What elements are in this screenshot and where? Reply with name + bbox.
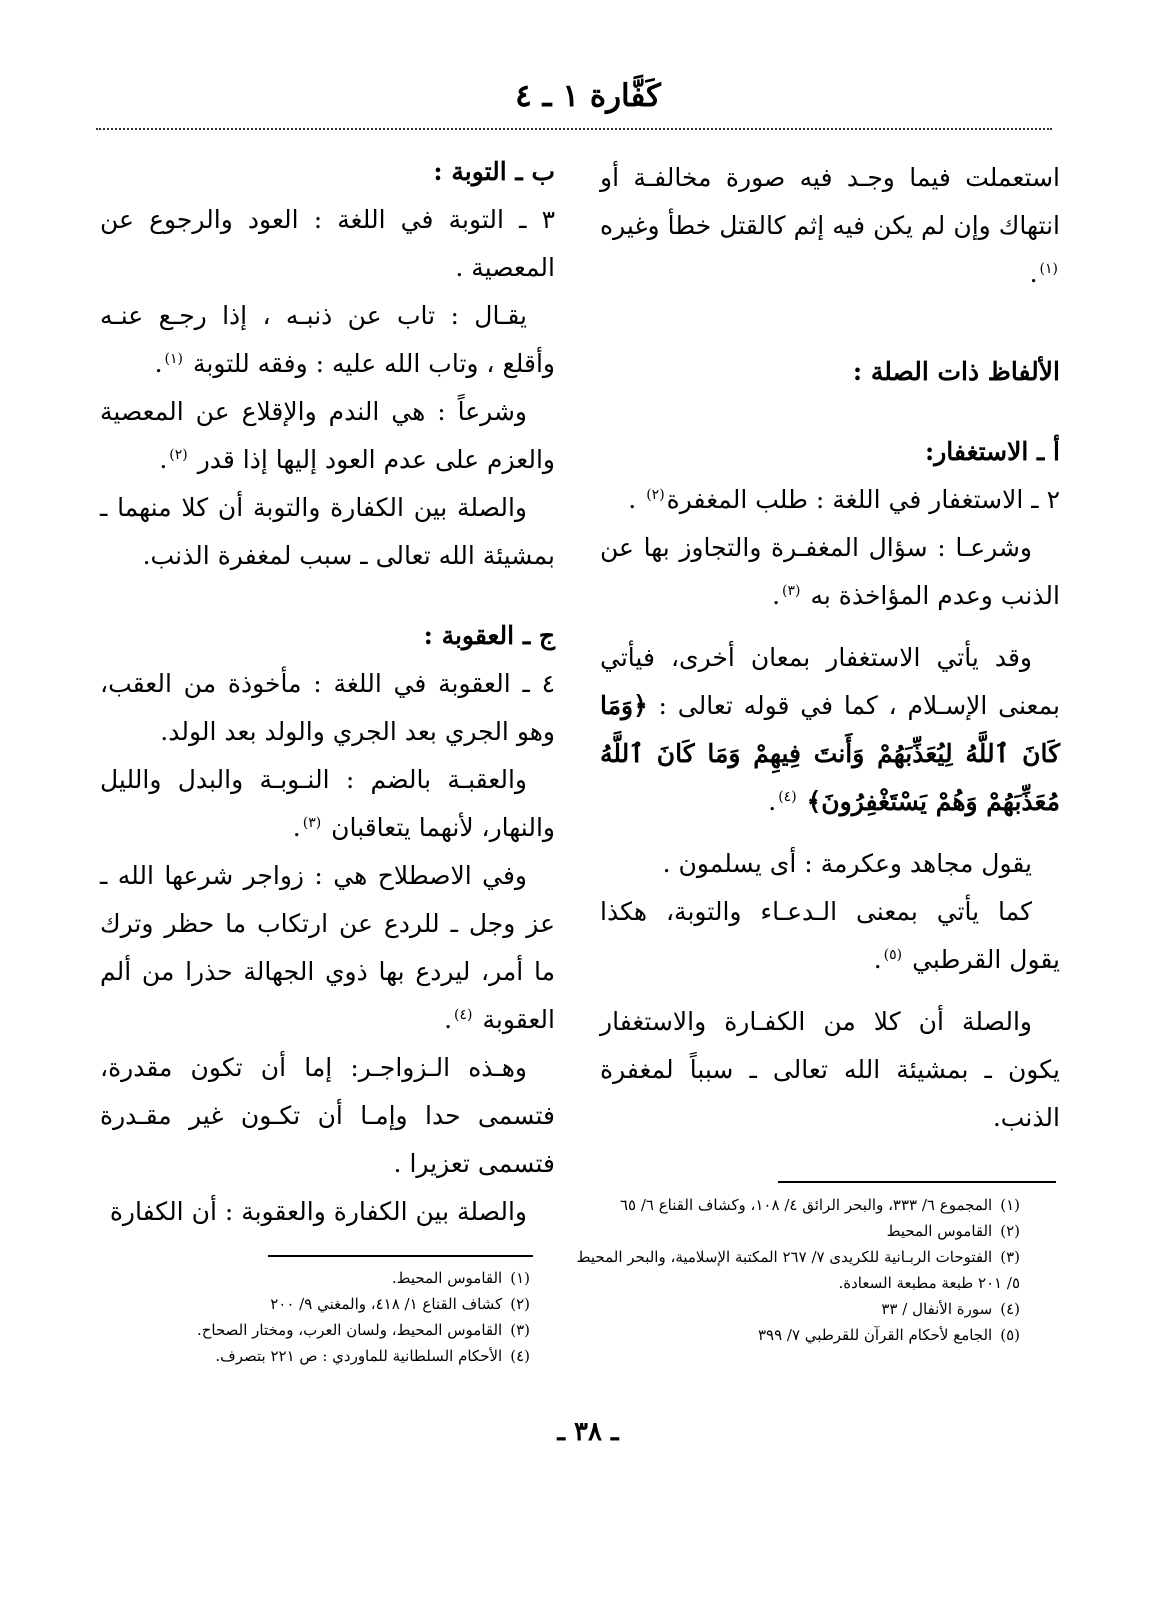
quran-verse: ﴿وَمَا كَانَ ٱللَّهُ لِيُعَذِّبَهُمْ وَأَنتَ فِيهِمْ وَمَا كَانَ ٱللَّهُ مُعَذِّبَهُمْ وَهُمْ يَسْتَغْفِرُونَ﴾: [600, 691, 1060, 816]
paragraph: وفي الاصطلاح هي : زواجر شرعها الله ـ عز وجل ـ للردع عن ارتكاب ما حظر وترك ما أمر، ليردع بها ذوي الجهالة حذرا من ألم العقوبة $^{(٤)}$.: [100, 861, 555, 1034]
paragraph: والصلة بين الكفارة والعقوبة : أن الكفارة: [109, 1197, 527, 1226]
paragraph: يقـال : تاب عن ذنبـه ، إذا رجـع عنـه وأقلع ، وتاب الله عليه : وفقه للتوبة $^{(١)}$.: [100, 301, 555, 378]
header-dotted-rule: [96, 128, 1052, 130]
footnote-item: (٤)الأحكام السلطانية للماوردي : ص ٢٢١ بتصرف.: [215, 1347, 530, 1365]
footnote-ref: (٣): [302, 814, 322, 831]
footnote-ref: (٢): [169, 446, 188, 463]
footnote-item: (٤)سورة الأنفال / ٣٣: [881, 1300, 1020, 1318]
section-heading-tawba: ب ـ التوبة :: [433, 157, 555, 186]
paragraph: استعملت فيما وجـد فيه صورة مخالفـة أو انتهاك وإن لم يكن فيه إثم كالقتل خطأ وغيره $^{(١)}$.: [600, 163, 1060, 288]
left-column: [100, 148, 555, 1236]
paragraph: كما يأتي بمعنى الـدعـاء والتوبة، هكذا يقول القرطبي $^{(٥)}$.: [600, 897, 1060, 974]
page-header-title: كَفَّارة ١ ـ ٤: [515, 78, 661, 114]
paragraph: والصلة أن كلا من الكفـارة والاستغفار يكون ـ بمشيئة الله تعالى ـ سبباً لمغفرة الذنب.: [600, 1007, 1060, 1132]
paragraph: وهـذه الـزواجـر: إما أن تكون مقدرة، فتسمى حدا وإمـا أن تكـون غير مقـدرة فتسمى تعزيرا .: [100, 1053, 555, 1178]
paragraph: والعقبـة بالضم : النـوبـة والبدل والليل والنهار، لأنهما يتعاقبان $^{(٣)}$.: [100, 765, 555, 842]
footnote-ref: (٢): [646, 486, 665, 503]
footnote-ref: (٣): [782, 582, 801, 599]
paragraph: ٣ ـ التوبة في اللغة : العود والرجوع عن المعصية .: [100, 205, 555, 282]
page-number: ـ ٣٨ ـ: [557, 1417, 619, 1447]
paragraph: ٤ ـ العقوبة في اللغة : مأخوذة من العقب، وهو الجري بعد الجري والولد بعد الولد.: [100, 669, 555, 746]
footnote-ref: (١): [1039, 260, 1058, 277]
paragraph: وشرعـا : سؤال المغفـرة والتجاوز بها عن الذنب وعدم المؤاخذة به $^{(٣)}$.: [600, 533, 1060, 610]
footnote-item: (١)القاموس المحيط.: [391, 1269, 530, 1287]
footnote-item: (٢)القاموس المحيط: [886, 1222, 1020, 1240]
footnote-ref: (١): [164, 350, 184, 367]
footnote-separator-right: [778, 1181, 1056, 1183]
footnote-ref: (٤): [778, 788, 797, 805]
section-heading-related-terms: الألفاظ ذات الصلة :: [852, 357, 1060, 386]
paragraph: وشرعاً : هي الندم والإقلاع عن المعصية والعزم على عدم العود إليها إذا قدر $^{(٢)}$.: [100, 397, 555, 474]
footnote-ref: (٥): [883, 946, 903, 963]
paragraph: ٢ ـ الاستغفار في اللغة : طلب المغفرة$^{(٢)}$ .: [628, 485, 1060, 514]
paragraph: يقول مجاهد وعكرمة : أى يسلمون .: [662, 849, 1032, 878]
footnote-ref: (٤): [454, 1006, 473, 1023]
section-heading-uquba: ج ـ العقوبة :: [423, 621, 555, 650]
footnote-separator-left: [268, 1255, 533, 1257]
footnote-item: (١)المجموع ٦/ ٣٣٣، والبحر الرائق ٤/ ١٠٨، وكشاف القناع ٦/ ٦٥: [619, 1196, 1020, 1214]
right-column: [600, 154, 1060, 1142]
paragraph: وقد يأتي الاستغفار بمعان أخرى، فيأتي بمعنى الإسـلام ، كما في قوله تعالى : ﴿وَمَا كَانَ ٱللَّهُ لِيُعَذِّبَهُمْ وَأَنتَ فِيهِمْ وَمَا كَانَ ٱللَّهُ مُعَذِّبَهُمْ وَهُمْ يَسْتَغْفِرُونَ﴾ $^{(٤)}$.: [600, 643, 1060, 816]
footnotes-left: [150, 1265, 530, 1369]
footnote-item: (٣)القاموس المحيط، ولسان العرب، ومختار الصحاح.: [196, 1321, 530, 1339]
paragraph: والصلة بين الكفارة والتوبة أن كلا منهما ـ بمشيئة الله تعالى ـ سبب لمغفرة الذنب.: [100, 493, 555, 570]
section-heading-istighfar: أ ـ الاستغفار:: [925, 437, 1060, 466]
footnotes-right: [570, 1192, 1020, 1348]
footnote-item: (٥)الجامع لأحكام القرآن للقرطبي ٧/ ٣٩٩: [757, 1326, 1020, 1344]
footnote-item: (٢)كشاف القناع ١/ ٤١٨، والمغني ٩/ ٢٠٠: [270, 1295, 530, 1313]
footnote-item: (٣)الفتوحات الربـانية للكريدى ٧/ ٢٦٧ المكتبة الإسلامية، والبحر المحيط ٥/ ٢٠١ طبعة مطبعة السعادة.: [576, 1248, 1020, 1292]
